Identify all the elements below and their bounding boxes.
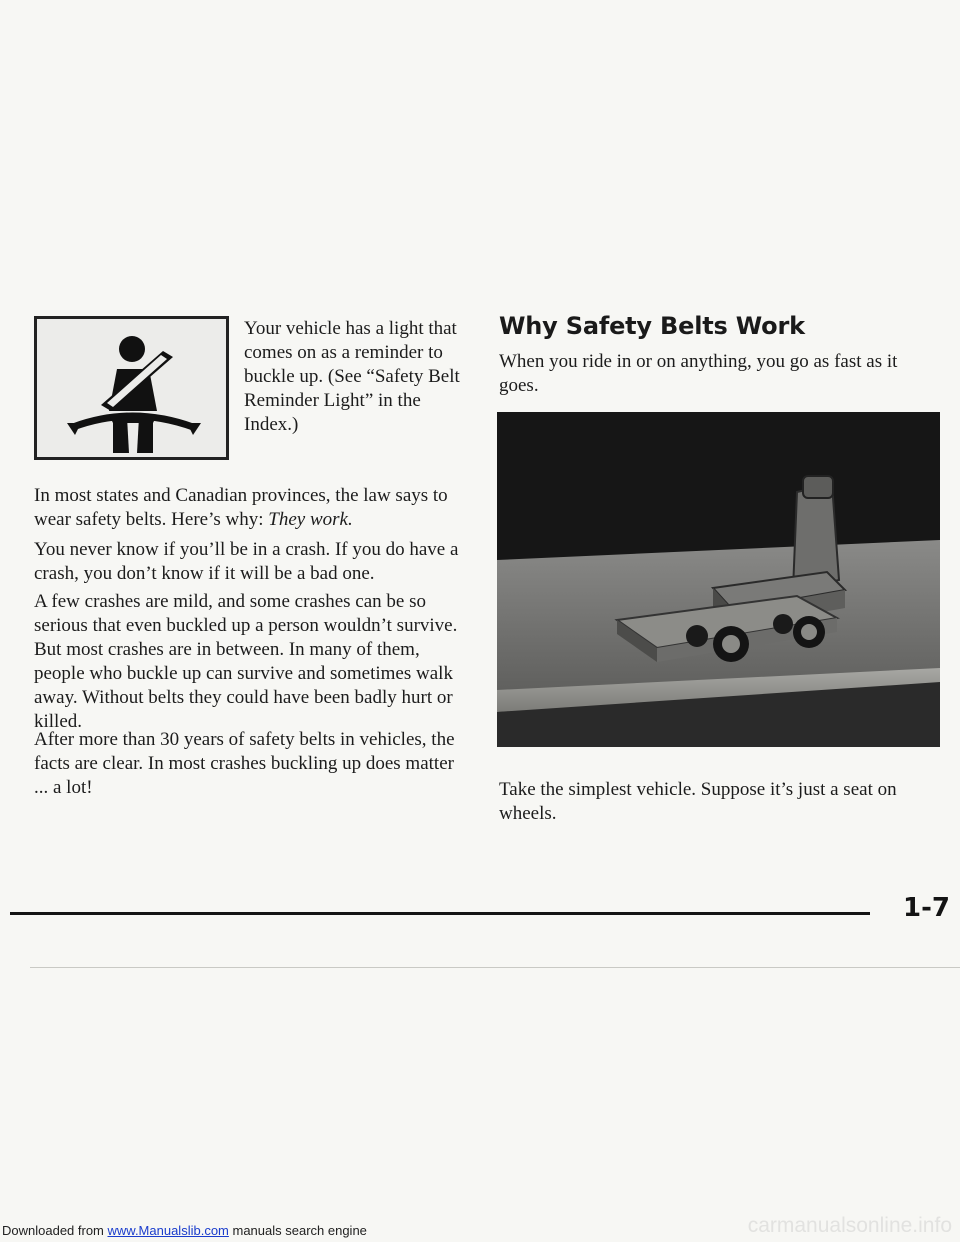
paragraph-law xyxy=(34,484,464,532)
illustration-caption: Take the simplest vehicle. Suppose it’s just a seat on wheels. xyxy=(499,779,897,824)
paragraph-history: After more than 30 years of safety belts in vehicles, the facts are clear. In most crashes buckling up does matter ... a lot! xyxy=(34,729,455,798)
footer-prefix: Downloaded from xyxy=(2,1223,108,1238)
footer-rule xyxy=(10,912,870,915)
section-intro-text: When you ride in or on anything, you go as fast as it goes. xyxy=(499,351,898,396)
seatbelt-reminder-icon-box xyxy=(34,316,229,460)
page-number: 1-7 xyxy=(903,893,950,923)
footer-suffix: manuals search engine xyxy=(228,1223,367,1238)
paragraph-severity: A few crashes are mild, and some crashes can be so serious that even buckled up a person wouldn’t survive. But most crashes are in between. In many of them, people who buckle up can survive and sometimes walk away. Without belts they could have been badly hurt or killed. xyxy=(34,591,458,732)
watermark-text: carmanualsonline.info xyxy=(747,1214,952,1237)
scan-edge-line xyxy=(30,967,960,968)
seatbelt-reminder-icon xyxy=(37,319,226,457)
paragraph-crash: You never know if you’ll be in a crash. If you do have a crash, you don’t know if it will be a bad one. xyxy=(34,539,459,584)
they-work-emphasis: They work. xyxy=(268,509,353,530)
section-heading: Why Safety Belts Work xyxy=(499,312,805,340)
seat-on-wheels-illustration xyxy=(497,412,940,747)
paragraph-law-text: In most states and Canadian provinces, the law says to wear safety belts. Here’s why: xyxy=(34,485,448,530)
reminder-intro-text: Your vehicle has a light that comes on as a reminder to buckle up. (See “Safety Belt Reminder Light” in the Index.) xyxy=(244,318,460,435)
manualslib-link[interactable]: www.Manualslib.com xyxy=(107,1223,229,1238)
download-footer xyxy=(2,1223,367,1239)
